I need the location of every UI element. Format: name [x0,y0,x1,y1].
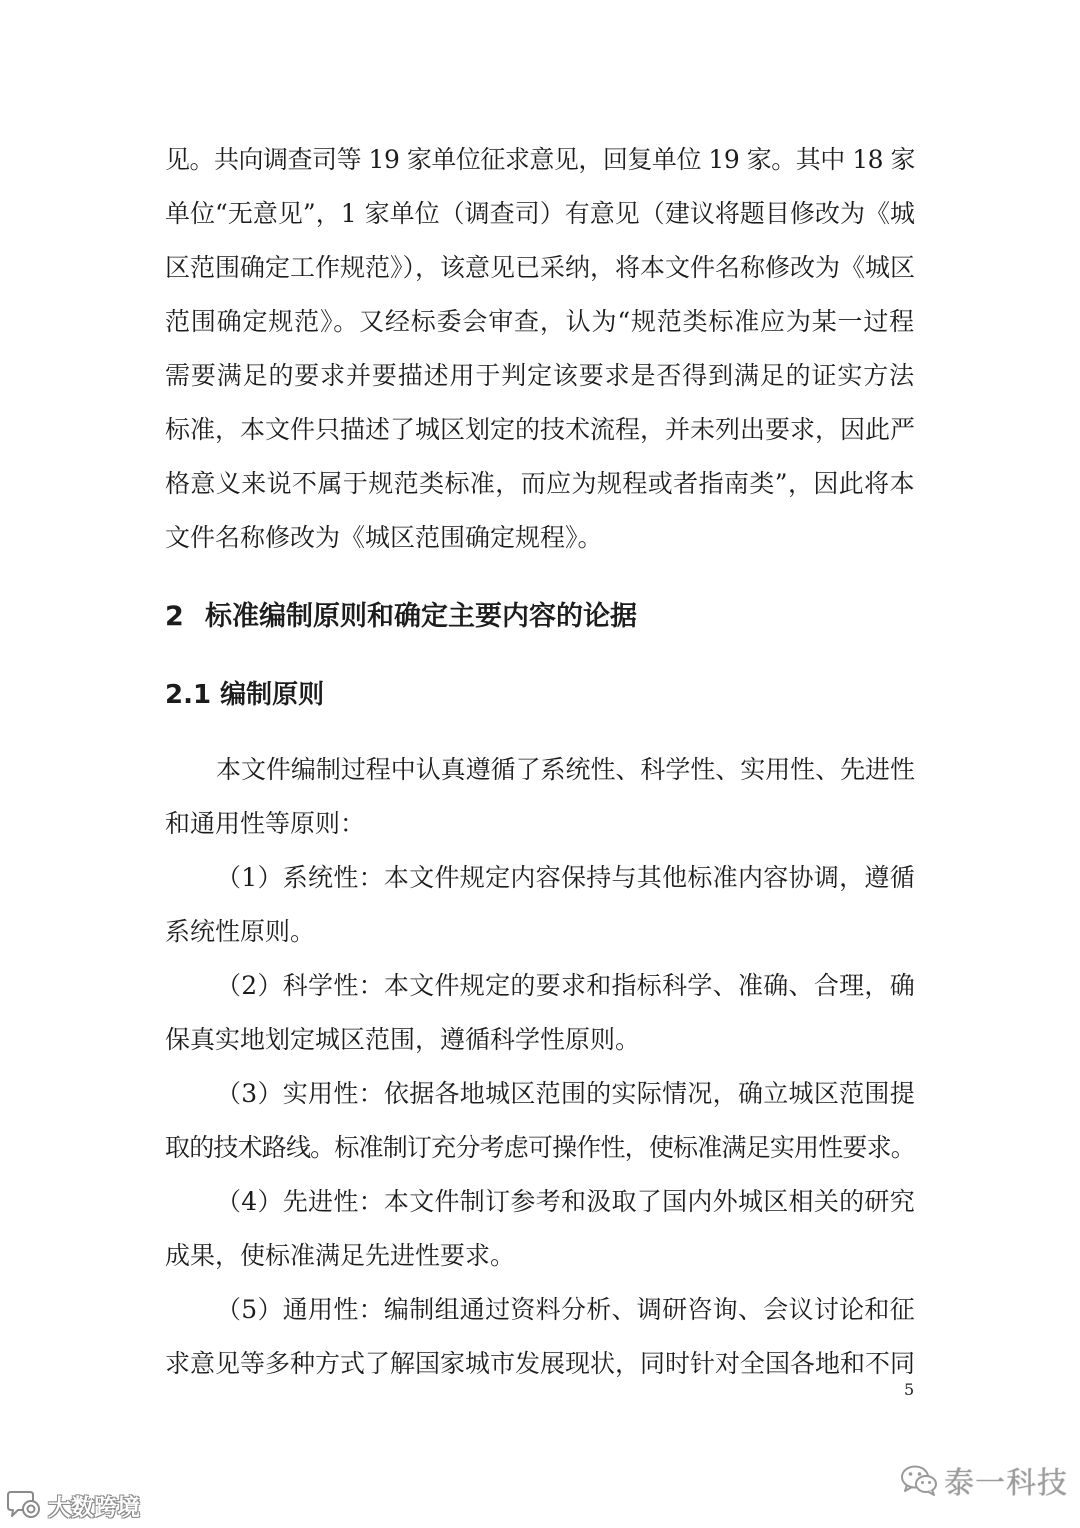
section-number: 2 [165,601,184,632]
text-line: 取的技术路线。标准制订充分考虑可操作性，使标准满足实用性要求。 [165,1133,915,1162]
text-line: （5）通用性：编制组通过资料分析、调研咨询、会议讨论和征 [216,1295,915,1324]
paragraph-scientific [165,959,915,1067]
brand-watermark [4,1486,140,1524]
paragraph-intro [165,743,915,851]
section-heading [165,598,637,636]
principles-section [165,743,915,1391]
continued-paragraph [165,133,915,565]
paragraph-systematic [165,851,915,959]
text-line: 系统性原则。 [165,917,316,946]
text-line: （2）科学性：本文件规定的要求和指标科学、准确、合理，确 [216,971,915,1000]
brand-logo-icon [4,1489,44,1521]
subsection-heading: 2.1 编制原则 [165,680,325,710]
wechat-icon [900,1463,938,1497]
wechat-watermark [900,1458,1068,1502]
text-line: 求意见等多种方式了解国家城市发展现状，同时针对全国各地和不同 [165,1349,915,1378]
text-line: （4）先进性：本文件制订参考和汲取了国内外城区相关的研究 [216,1187,915,1216]
text-line: 范围确定规范》。又经标委会审查，认为“规范类标准应为某一过程 [165,307,915,336]
text-line: （3）实用性：依据各地城区范围的实际情况，确立城区范围提 [216,1079,915,1108]
paragraph-universal [165,1283,915,1391]
text-line: 和通用性等原则： [165,809,366,838]
text-line: 格意义来说不属于规范类标准，而应为规程或者指南类”，因此将本 [165,469,915,498]
paragraph-practical [165,1067,915,1175]
text-line: 本文件编制过程中认真遵循了系统性、科学性、实用性、先进性 [216,755,915,784]
text-line: 保真实地划定城区范围，遵循科学性原则。 [165,1025,641,1054]
text-line: 标准，本文件只描述了城区划定的技术流程，并未列出要求，因此严 [165,415,915,444]
text-line: 见。共向调查司等 19 家单位征求意见，回复单位 19 家。其中 18 家 [165,145,915,174]
text-line: 需要满足的要求并要描述用于判定该要求是否得到满足的证实方法 [165,361,915,390]
text-line: 单位“无意见”，1 家单位（调查司）有意见（建议将题目修改为《城 [165,199,915,228]
paragraph-advanced [165,1175,915,1283]
page-number: 5 [904,1380,915,1399]
wechat-account-name: 泰一科技 [944,1466,1068,1501]
section-title: 标准编制原则和确定主要内容的论据 [205,601,637,632]
text-line: 区范围确定工作规范》），该意见已采纳，将本文件名称修改为《城区 [165,253,915,282]
text-line: （1）系统性：本文件规定内容保持与其他标准内容协调，遵循 [216,863,915,892]
brand-name: 大数跨境 [48,1494,140,1521]
text-line: 文件名称修改为《城区范围确定规程》。 [165,523,603,552]
text-line: 成果，使标准满足先进性要求。 [165,1241,516,1270]
